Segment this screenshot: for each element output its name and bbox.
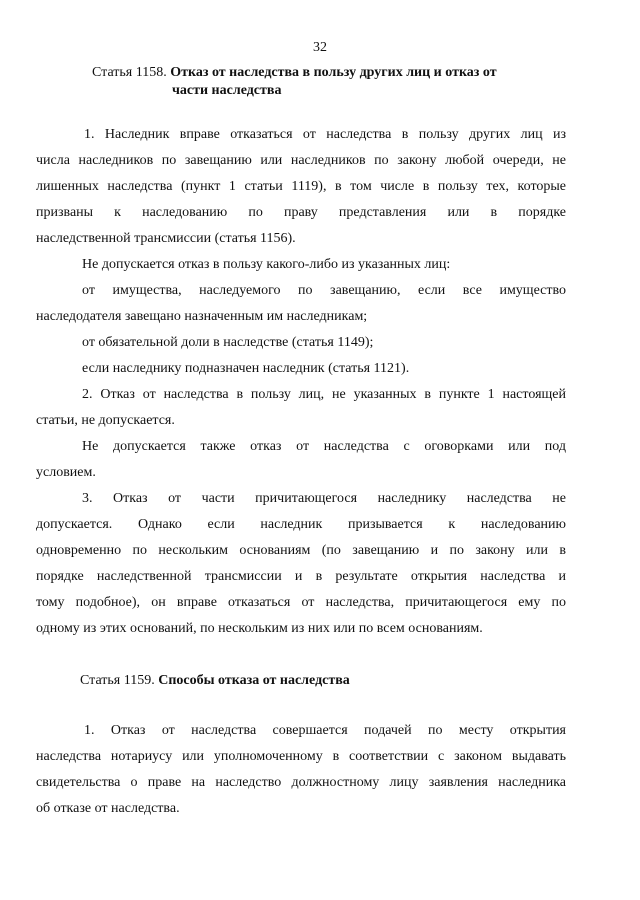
article-1158-line: если наследнику подназначен наследник (статья 1121).: [82, 361, 410, 376]
article-1158-line: тому подобное), он вправе отказаться от наследства, причитающегося ему по: [36, 595, 566, 610]
article-1158-title-line1: Отказ от наследства в пользу других лиц и отказ от: [170, 65, 497, 80]
article-1158-title-line2: части наследства: [172, 83, 282, 98]
article-1158-line: наследственной трансмиссии (статья 1156).: [36, 231, 296, 246]
article-1158-line: наследодателя завещано назначенным им наследникам;: [36, 309, 368, 324]
article-1159-heading: [80, 672, 580, 690]
article-1158-line: числа наследников по завещанию или наследников по закону любой очереди, не: [36, 153, 566, 168]
article-1159-line: свидетельства о праве на наследство должностному лицу заявления наследника: [36, 775, 566, 790]
article-1158-line: 2. Отказ от наследства в пользу лиц, не указанных в пункте 1 настоящей: [82, 387, 566, 402]
article-1159-title: Способы отказа от наследства: [158, 673, 350, 688]
article-1158-line: 3. Отказ от части причитающегося наследнику наследства не: [82, 491, 566, 506]
article-1158-line: от имущества, наследуемого по завещанию, если все имущество: [82, 283, 566, 298]
article-1158-line: Не допускается также отказ от наследства с оговорками или под: [82, 439, 566, 454]
article-1158-line: от обязательной доли в наследстве (статья 1149);: [82, 335, 374, 350]
article-1158-line: условием.: [36, 465, 96, 480]
article-1159-line: наследства нотариусу или уполномоченному в соответствии с законом выдавать: [36, 749, 566, 764]
article-1158-line: 1. Наследник вправе отказаться от наследства в пользу других лиц из: [84, 127, 566, 142]
article-1158-label: Статья 1158.: [92, 65, 171, 80]
page-number: 32: [313, 40, 327, 55]
article-1159-line: об отказе от наследства.: [36, 801, 180, 816]
article-1158-line: статьи, не допускается.: [36, 413, 175, 428]
article-1158-line: призваны к наследованию по праву представления или в порядке: [36, 205, 566, 220]
article-1158-heading: [92, 64, 592, 100]
article-1159-line: 1. Отказ от наследства совершается подачей по месту открытия: [84, 723, 566, 738]
article-1158-line: одновременно по нескольким основаниям (по завещанию и по закону или в: [36, 543, 566, 558]
article-1158-line: порядке наследственной трансмиссии и в результате открытия наследства и: [36, 569, 566, 584]
article-1158-line: лишенных наследства (пункт 1 статьи 1119), в том числе в пользу тех, которые: [36, 179, 566, 194]
article-1158-line: одному из этих оснований, по нескольким из них или по всем основаниям.: [36, 621, 483, 636]
article-1158-line: допускается. Однако если наследник призывается к наследованию: [36, 517, 566, 532]
article-1159-label: Статья 1159.: [80, 673, 159, 688]
article-1158-line: Не допускается отказ в пользу какого-либо из указанных лиц:: [82, 257, 451, 272]
